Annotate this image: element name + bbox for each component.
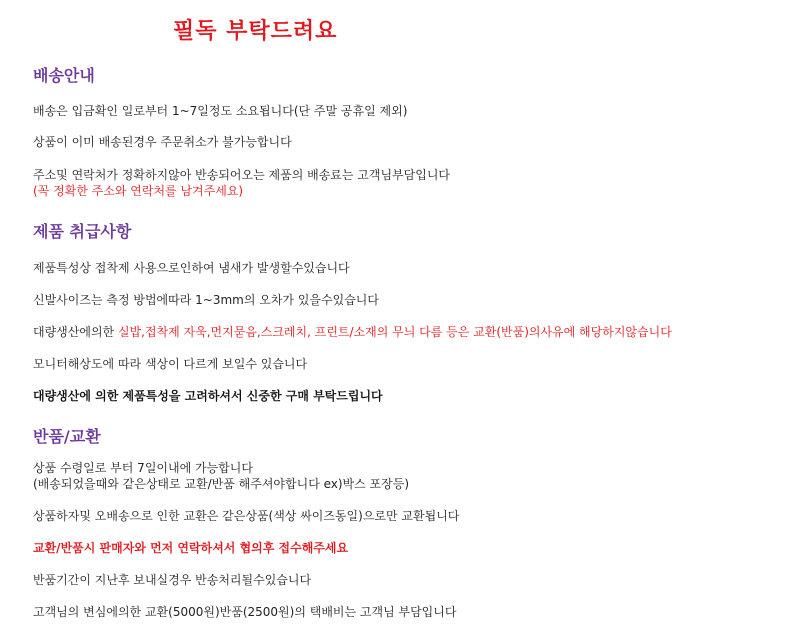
returns-line-3-warning: 교환/반품시 판매자와 먼저 연락하셔서 협의후 접수해주세요 — [33, 541, 349, 555]
returns-line-3 — [33, 541, 348, 556]
returns-line-1: 상품 수령일로 부터 7일이내에 가능합니다 — [33, 461, 253, 475]
shipping-line-3-note: (꼭 정확한 주소와 연락처를 남겨주세요) — [33, 184, 244, 198]
shipping-line-1: 배송은 입금확인 일로부터 1~7일정도 소요됩니다(단 주말 공휴일 제외) — [33, 104, 408, 118]
handling-line-4: 모니터해상도에 따라 색상이 다르게 보일수 있습니다 — [33, 357, 308, 371]
shipping-line-3: 주소및 연락처가 정확하지않아 반송되어오는 제품의 배송료는 고객님부담입니다 — [33, 168, 451, 182]
handling-line-3 — [33, 325, 672, 340]
handling-line-5: 대량생산에 의한 제품특성을 고려하셔서 신중한 구매 부탁드립니다 — [33, 389, 383, 403]
handling-line-1: 제품특성상 접착제 사용으로인하여 냄새가 발생할수있습니다 — [33, 261, 350, 275]
handling-line-3-warning: 실밥,접착제 자욱,먼지묻음,스크레치, 프린트/소재의 무늬 다름 등은 교환(반품)의사유에 해당하지않습니다 — [117, 325, 672, 339]
handling-line-2: 신발사이즈는 측정 방법에따라 1~3mm의 오차가 있을수있습니다 — [33, 293, 379, 307]
returns-line-1-note: (배송되었을때와 같은상태로 교환/반품 해주셔야합니다 ex)박스 포장등) — [33, 477, 410, 491]
returns-line-5: 고객님의 변심에의한 교환(5000원)반품(2500원)의 택배비는 고객님 부담입니다 — [33, 605, 457, 619]
handling-line-3-prefix: 대량생산에의한 — [33, 325, 118, 339]
page-title: 필독 부탁드려요 — [173, 19, 338, 44]
returns-line-4: 반품기간이 지난후 보내실경우 반송처리될수있습니다 — [33, 573, 312, 587]
handling-heading: 제품 취급사항 — [33, 222, 132, 241]
shipping-heading: 배송안내 — [33, 66, 95, 85]
returns-line-2: 상품하자및 오배송으로 인한 교환은 같은상품(색상 싸이즈동일)으로만 교환됩니다 — [33, 509, 460, 523]
returns-heading: 반품/교환 — [33, 427, 101, 446]
shipping-line-2: 상품이 이미 배송된경우 주문취소가 불가능합니다 — [33, 135, 292, 149]
